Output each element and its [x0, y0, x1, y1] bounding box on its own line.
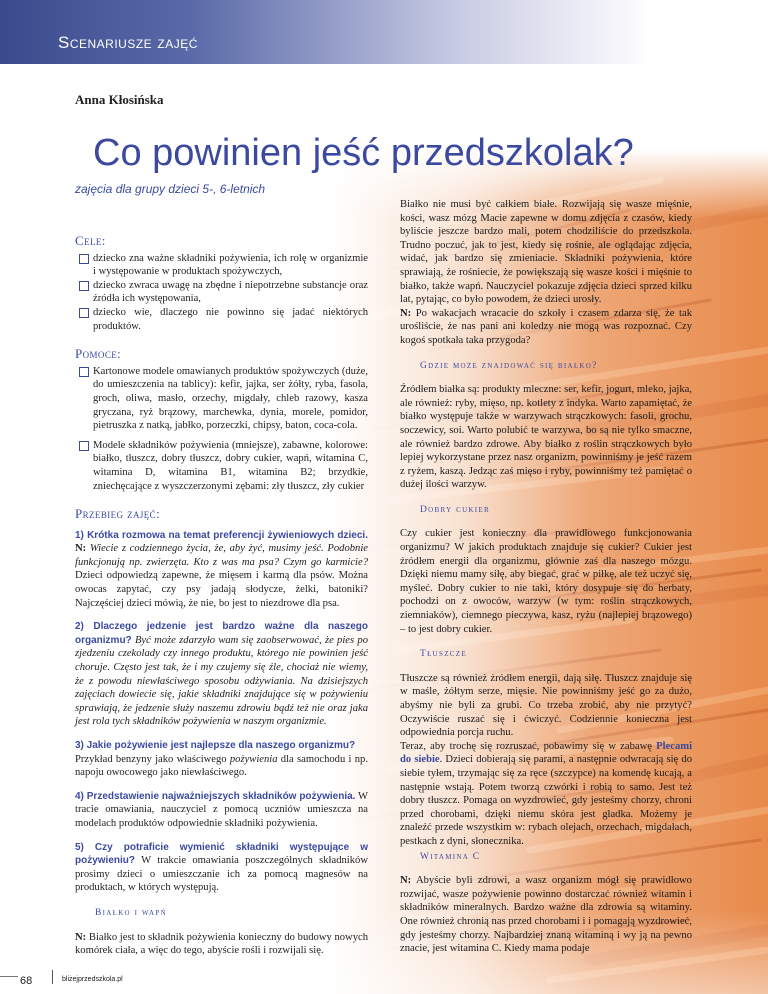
- good-sugar-heading: Dobry cukier: [420, 504, 490, 515]
- checkbox-icon: [79, 254, 89, 264]
- fats-heading: Tłuszcze: [420, 649, 467, 660]
- list-item: Modele składników pożywienia (mniejsze), zabawne, kolorowe: białko, tłuszcz, dobry tłuszcz, dobry cukier, wapń, witamina C, witamina D, witamina B1, witamina B2; brzydkie, zniechęcające z wyszczerzonymi zębami: zły tłuszcz, zły cukier: [75, 439, 368, 493]
- materials-list: [75, 365, 368, 493]
- protein-paragraph: N: Białko jest to składnik pożywienia konieczny do budowy nowych komórek ciała, a więc do tego, abyście rośli i rozwijali się.: [75, 931, 369, 957]
- vitamin-c-heading: Witamina C: [420, 851, 481, 862]
- step-4: 4) Przedstawienie najważniejszych składników pożywienia. W tracie omawiania, nauczyciel z pomocą uczniów umieszcza na modelach produktów odpowiednie składniki pożywienia.: [75, 790, 368, 829]
- paragraph: N: Po wakacjach wracacie do szkoły i czasem zdarza się, że tak urośliście, że nas pani ani koledzy nie mogą was rozpoznać. Czy kogoś spotkała taka przygoda?: [400, 307, 692, 346]
- step-5: 5) Czy potraficie wymienić składniki występujące w pożywieniu? W trakcie omawiania poszczególnych składników prosimy dzieci o umieszczanie ich za pomocą magnesów na produktach, w których występują.: [75, 841, 368, 894]
- list-item: dziecko zna ważne składniki pożywienia, ich rolę w organizmie i występowanie w produktach spożywczych,: [75, 252, 368, 279]
- goals-heading: Cele:: [75, 233, 106, 248]
- section-title: Scenariusze zajęć: [58, 33, 198, 52]
- protein-sources-heading: Gdzie może znajdować się białko?: [420, 360, 598, 371]
- list-item: dziecko zwraca uwagę na zbędne i niepotrzebne substancje oraz źródła ich występowania,: [75, 279, 368, 306]
- step-2: 2) Dlaczego jedzenie jest bardzo ważne dla naszego organizmu? Być może zdarzyło wam się zaobserwować, że pies po zjedzeniu czekolady czy innego produktu, którego nie powinien jeść choruje. Często jest tak, że i my czujemy się źle, chociaż nie wiemy, że z powodu niewłaściwego sposobu odżywiania. Na dzisiejszych zajęciach dowiecie się, jakie składniki znajdujące się w pożywieniu sprawiają, że jedzenie służy naszemu zdrowiu bądź też nie oraz jaka jest rola tych składników pożywienia w naszym organizmie.: [75, 621, 368, 728]
- footer-divider: [52, 970, 53, 984]
- paragraph: N: Abyście byli zdrowi, a wasz organizm mógł się prawidłowo rozwijać, wasze pożywienie powinno dostarczać również witamin i składników mineralnych. Bardzo ważne dla zdrowia są witaminy. One również chronią nas przed chorobami i i pomagają wyzdrowieć, gdy jesteśmy chorzy. Najbardziej znaną witaminą i wy ją na pewno znacie, jest witamina C. Kiedy mama podaje: [400, 875, 692, 955]
- paragraph: Tłuszcze są również źródłem energii, dają siłę. Tłuszcz znajduje się w maśle, żółtym serze, mięsie. Nie powinniśmy jeść go za dużo, abyśmy nie byli za grubi. Co trzeba zrobić, aby nie przytyć? Oczywiście ruszać się i ćwiczyć. Codziennie konieczna jest odpowiednia porcja ruchu. Teraz, aby trochę się rozruszać, pobawimy się w zabawę Plecami do siebie. Dzieci dobierają się parami, a następnie odwracają się do siebie tyłem, trzymając się za ręce (szczypce) na komendę kucają, a następnie wstają. Potem tworzą czwórki i robią to samo. Jest też dobry tłuszcz. Pomaga on wyzdrowieć, gdy jesteśmy chorzy, chroni przed chorobami, dzięki niemu skóra jest gładka. Możemy je znaleźć przede wszystkim w: rybach olejach, orzechach, migdałach, pestkach z dyni, słonecznika.: [400, 672, 693, 847]
- goals-list: [75, 252, 368, 334]
- step-1: 1) Krótka rozmowa na temat preferencji żywieniowych dzieci. N: Wiecie z codziennego życia, że, aby żyć, musimy jeść. Podobnie funkcjonują np. zwierzęta. Kto z was ma psa? Czym go karmicie? Dzieci odpowiedzą zapewne, że mięsem i karmą dla psów. Można owocas zapytać, czy psy jadają słodycze, żelki, batoniki? Najczęściej dzieci mówią, że nie, bo jest to niezdrowe dla psa.: [75, 529, 369, 609]
- checkbox-icon: [79, 441, 89, 451]
- list-item: Kartonowe modele omawianych produktów spożywczych (duże, do umieszczenia na tablicy): kefir, jajka, ser żółty, ryba, fasola, groch, oliwa, masło, orzechy, migdały, chleb razowy, kasza gryczana, ryż brązowy, marchewka, dynia, morele, pomidor, pietruszka z natką, jabłko, porzeczki, chipsy, baton, coca-cola.: [75, 365, 368, 433]
- crop-mark: [0, 976, 18, 977]
- step-3: 3) Jakie pożywienie jest najlepsze dla naszego organizmu? Przykład benzyny jako właściwego pożywienia dla samochodu i np. napoju owocowego jako niewłaściwego.: [75, 740, 368, 779]
- checkbox-icon: [79, 367, 89, 377]
- paragraph: Źródłem białka są: produkty mleczne: ser, kefir, jogurt, mleko, jajka, ale również: ryby, mięso, np. kotlety z indyka. Warto zapamiętać, że białko występuje także w warzywach strączkowych: fasoli, grochu, soczewicy, soi. Warto polubić te warzywa, bo są nie tylko smaczne, ale również bardzo zdrowe. Aby białko z roślin strączkowych było lepiej wykorzystane przez nasz organizm, powinniśmy je jeść razem z ryżem, kaszą. Jedząc zaś mięso i ryby, powinniśmy też pamiętać o dużej ilości warzyw.: [400, 384, 692, 491]
- page-number: 68: [20, 975, 33, 987]
- author-name: Anna Kłosińska: [75, 92, 164, 107]
- paragraph: Białko nie musi być całkiem białe. Rozwijają się wasze mięśnie, kości, wasz mózg Macie zapewne w domu zdjęcia z czasów, kiedy byliście jeszcze bardzo mali, potem chodziliście do przedszkola. Trudno poczuć, jak to jest, kiedy się rośnie, ale oglądając zdjęcia, widać, jak bardzo się zmieniacie. Składniki pożywienia, które sprawiają, że rośniecie, że powiększają się wasze kości i mięśnie to białko, także wapń. Nauczyciel pokazuje zdjęcia dzieci sprzed kilku lat, pytając, co było powodem, że dzieci urosły.: [400, 199, 692, 306]
- protein-heading: Białko i wapń: [95, 907, 167, 918]
- article-subtitle: zajęcia dla grupy dzieci 5-, 6-letnich: [75, 182, 266, 196]
- header-band: [0, 0, 768, 64]
- procedure-heading: Przebieg zajęć:: [75, 506, 161, 522]
- materials-heading: Pomoce:: [75, 346, 122, 362]
- left-column: [75, 234, 368, 968]
- checkbox-icon: [79, 281, 89, 291]
- list-item: dziecko wie, dlaczego nie powinno się jadać niektórych produktów.: [75, 306, 368, 333]
- checkbox-icon: [79, 308, 89, 318]
- paragraph: Czy cukier jest konieczny dla prawidłowego funkcjonowania organizmu? W jakich produktach znajduje się cukier? Cukier jest źródłem energii dla organizmu, głównie zaś dla naszego mózgu. Dzięki niemu mamy siłę, aby biegać, grać w piłkę, ale też uczyć się, myśleć. Dobry cukier to nie taki, który dosypuje się do herbaty, pochodzi on z owoców, warzyw (w tym: roślin strączkowych, ziemniaków), ciemnego pieczywa, kasz, ryżu (najlepiej brązowego) – to jest dobry cukier.: [400, 528, 692, 635]
- website-link[interactable]: bliżejprzedszkola.pl: [62, 976, 123, 983]
- right-column: [400, 198, 692, 966]
- article-title: Co powinien jeść przedszkolak?: [93, 132, 634, 174]
